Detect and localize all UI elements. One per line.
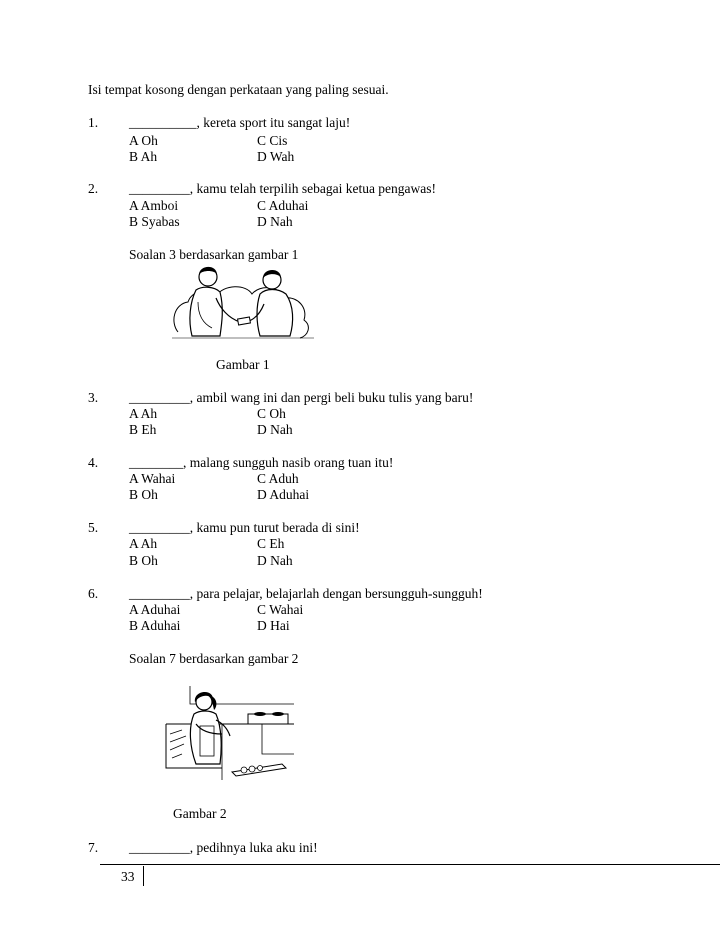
option-b: B Oh — [129, 487, 158, 502]
option-c: C Eh — [257, 536, 285, 551]
option-d: D Wah — [257, 149, 295, 164]
option-b: B Oh — [129, 553, 158, 568]
option-a: A Aduhai — [129, 602, 181, 617]
question-text: _________, para pelajar, belajarlah dengan bersungguh-sungguh! — [129, 586, 483, 601]
question-text: _________, kamu telah terpilih sebagai ketua pengawas! — [129, 181, 437, 196]
figure-1-illustration — [168, 262, 318, 342]
question-text: _________, kamu pun turut berada di sini! — [129, 520, 360, 535]
option-a: A Amboi — [129, 198, 179, 213]
question-text: _________, ambil wang ini dan pergi beli buku tulis yang baru! — [129, 390, 474, 405]
option-c: C Cis — [257, 133, 288, 148]
option-c: C Aduhai — [257, 198, 309, 213]
question-number: 7. — [88, 840, 99, 855]
option-b: B Ah — [129, 149, 158, 164]
instruction: Isi tempat kosong dengan perkataan yang paling sesuai. — [88, 82, 389, 97]
footer-divider — [143, 866, 144, 886]
page-number: 33 — [121, 869, 135, 884]
option-c: C Oh — [257, 406, 286, 421]
question-text: __________, kereta sport itu sangat laju! — [129, 115, 351, 130]
option-d: D Nah — [257, 422, 293, 437]
option-a: A Ah — [129, 406, 158, 421]
question-number: 1. — [88, 115, 99, 130]
figure-2-illustration — [162, 684, 297, 784]
option-d: D Hai — [257, 618, 290, 633]
question-text: ________, malang sungguh nasib orang tuan itu! — [129, 455, 394, 470]
option-d: D Nah — [257, 553, 293, 568]
option-d: D Nah — [257, 214, 293, 229]
option-a: A Ah — [129, 536, 158, 551]
option-a: A Wahai — [129, 471, 176, 486]
question-number: 5. — [88, 520, 99, 535]
option-d: D Aduhai — [257, 487, 310, 502]
figure-intro: Soalan 3 berdasarkan gambar 1 — [129, 247, 299, 262]
question-number: 3. — [88, 390, 99, 405]
option-c: C Wahai — [257, 602, 304, 617]
figure-intro: Soalan 7 berdasarkan gambar 2 — [129, 651, 299, 666]
option-b: B Aduhai — [129, 618, 181, 633]
question-number: 4. — [88, 455, 99, 470]
question-number: 2. — [88, 181, 99, 196]
footer-rule — [100, 864, 720, 865]
option-b: B Eh — [129, 422, 157, 437]
option-c: C Aduh — [257, 471, 299, 486]
option-b: B Syabas — [129, 214, 180, 229]
figure-caption: Gambar 1 — [216, 357, 270, 372]
figure-caption: Gambar 2 — [173, 806, 227, 821]
option-a: A Oh — [129, 133, 158, 148]
question-number: 6. — [88, 586, 99, 601]
question-text: _________, pedihnya luka aku ini! — [129, 840, 318, 855]
